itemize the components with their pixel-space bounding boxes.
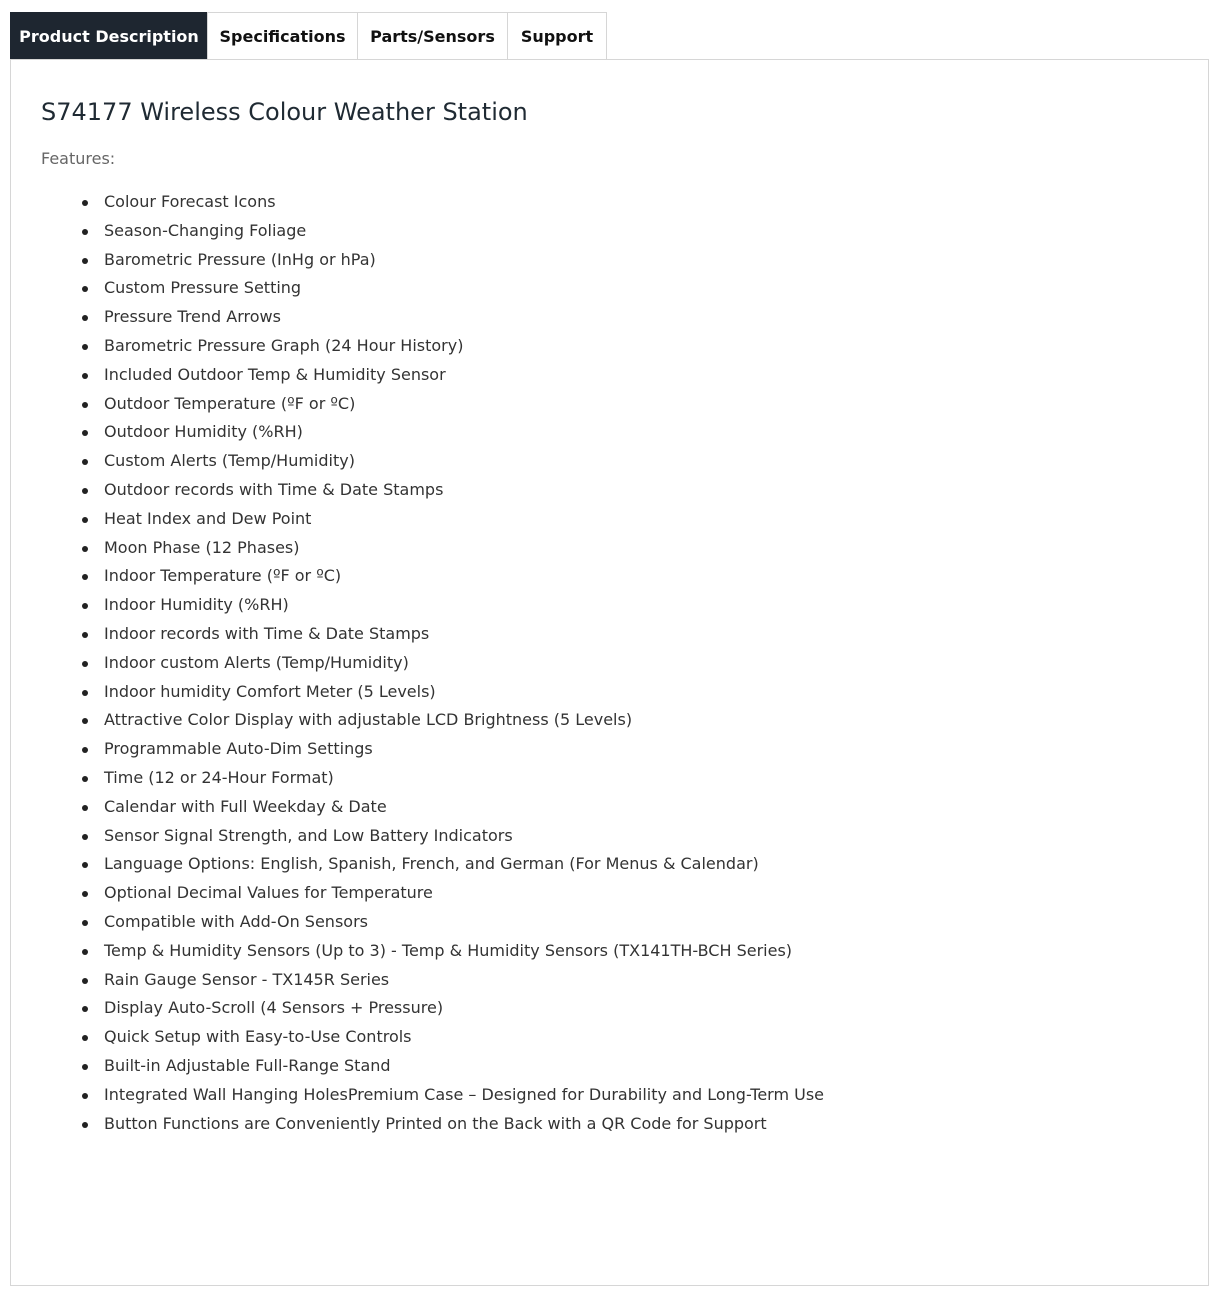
bullet-icon <box>82 546 88 552</box>
bullet-icon <box>82 805 88 811</box>
feature-item <box>11 793 824 822</box>
feature-item <box>11 447 824 476</box>
feature-text: Heat Index and Dew Point <box>104 508 312 528</box>
feature-text: Outdoor Temperature (ºF or ºC) <box>104 393 356 413</box>
bullet-icon <box>82 632 88 638</box>
bullet-icon <box>82 690 88 696</box>
feature-text: Custom Alerts (Temp/Humidity) <box>104 451 355 471</box>
feature-text: Display Auto-Scroll (4 Sensors + Pressure) <box>104 998 444 1018</box>
features-list <box>11 188 824 1138</box>
feature-item <box>11 620 824 649</box>
bullet-icon <box>82 891 88 897</box>
feature-text: Sensor Signal Strength, and Low Battery Indicators <box>104 825 513 845</box>
feature-item <box>11 735 824 764</box>
bullet-icon <box>82 286 88 292</box>
tab-product-description[interactable]: Product Description <box>10 12 208 59</box>
feature-item <box>11 591 824 620</box>
feature-text: Indoor custom Alerts (Temp/Humidity) <box>104 652 409 672</box>
bullet-icon <box>82 488 88 494</box>
bullet-icon <box>82 229 88 235</box>
feature-item <box>11 678 824 707</box>
bullet-icon <box>82 1064 88 1070</box>
bullet-icon <box>82 718 88 724</box>
feature-item <box>11 908 824 937</box>
bullet-icon <box>82 834 88 840</box>
feature-item <box>11 649 824 678</box>
feature-item <box>11 332 824 361</box>
feature-item <box>11 274 824 303</box>
feature-item <box>11 706 824 735</box>
feature-item <box>11 1052 824 1081</box>
feature-text: Moon Phase (12 Phases) <box>104 537 300 557</box>
tab-specifications[interactable]: Specifications <box>207 12 358 59</box>
feature-item <box>11 937 824 966</box>
feature-text: Outdoor Humidity (%RH) <box>104 422 303 442</box>
feature-text: Included Outdoor Temp & Humidity Sensor <box>104 364 446 384</box>
bullet-icon <box>82 1006 88 1012</box>
feature-text: Indoor Humidity (%RH) <box>104 595 289 615</box>
feature-item <box>11 1110 824 1139</box>
feature-text: Rain Gauge Sensor - TX145R Series <box>104 969 390 989</box>
feature-item <box>11 534 824 563</box>
bullet-icon <box>82 574 88 580</box>
feature-text: Season-Changing Foliage <box>104 220 307 240</box>
feature-item <box>11 390 824 419</box>
feature-item <box>11 822 824 851</box>
bullet-icon <box>82 862 88 868</box>
features-label: Features: <box>41 149 116 168</box>
bullet-icon <box>82 920 88 926</box>
feature-item <box>11 476 824 505</box>
bullet-icon <box>82 344 88 350</box>
feature-text: Pressure Trend Arrows <box>104 307 281 327</box>
bullet-icon <box>82 517 88 523</box>
feature-text: Outdoor records with Time & Date Stamps <box>104 479 444 499</box>
feature-item <box>11 246 824 275</box>
bullet-icon <box>82 776 88 782</box>
bullet-icon <box>82 258 88 264</box>
feature-text: Custom Pressure Setting <box>104 278 302 298</box>
bullet-icon <box>82 430 88 436</box>
feature-text: Indoor Temperature (ºF or ºC) <box>104 566 342 586</box>
feature-text: Language Options: English, Spanish, French, and German (For Menus & Calendar) <box>104 854 759 874</box>
feature-text: Button Functions are Conveniently Printed on the Back with a QR Code for Support <box>104 1113 767 1133</box>
feature-item <box>11 505 824 534</box>
feature-text: Time (12 or 24-Hour Format) <box>104 767 334 787</box>
feature-item <box>11 1081 824 1110</box>
feature-text: Compatible with Add-On Sensors <box>104 911 368 931</box>
feature-item <box>11 850 824 879</box>
bullet-icon <box>82 661 88 667</box>
feature-item <box>11 303 824 332</box>
tab-parts-sensors[interactable]: Parts/Sensors <box>357 12 508 59</box>
bullet-icon <box>82 1035 88 1041</box>
bullet-icon <box>82 949 88 955</box>
bullet-icon <box>82 1093 88 1099</box>
feature-item <box>11 879 824 908</box>
feature-item <box>11 562 824 591</box>
bullet-icon <box>82 315 88 321</box>
feature-item <box>11 994 824 1023</box>
tab-support[interactable]: Support <box>507 12 607 59</box>
feature-item <box>11 966 824 995</box>
feature-text: Quick Setup with Easy-to-Use Controls <box>104 1027 412 1047</box>
feature-item <box>11 418 824 447</box>
bullet-icon <box>82 459 88 465</box>
feature-item <box>11 361 824 390</box>
feature-text: Attractive Color Display with adjustable LCD Brightness (5 Levels) <box>104 710 633 730</box>
bullet-icon <box>82 373 88 379</box>
feature-text: Colour Forecast Icons <box>104 192 276 211</box>
feature-text: Integrated Wall Hanging HolesPremium Case – Designed for Durability and Long-Term Use <box>104 1084 825 1104</box>
feature-text: Calendar with Full Weekday & Date <box>104 796 387 816</box>
feature-text: Built-in Adjustable Full-Range Stand <box>104 1055 391 1075</box>
feature-item <box>11 188 824 217</box>
feature-text: Barometric Pressure (InHg or hPa) <box>104 249 376 269</box>
bullet-icon <box>82 200 88 206</box>
bullet-icon <box>82 978 88 984</box>
bullet-icon <box>82 747 88 753</box>
feature-item <box>11 1023 824 1052</box>
feature-item <box>11 217 824 246</box>
feature-text: Optional Decimal Values for Temperature <box>104 883 433 903</box>
bullet-icon <box>82 402 88 408</box>
feature-text: Temp & Humidity Sensors (Up to 3) - Temp & Humidity Sensors (TX141TH-BCH Series) <box>104 940 793 960</box>
feature-text: Indoor humidity Comfort Meter (5 Levels) <box>104 681 436 701</box>
feature-text: Programmable Auto-Dim Settings <box>104 739 373 759</box>
feature-text: Barometric Pressure Graph (24 Hour History) <box>104 335 464 355</box>
tab-panel-product-description <box>10 59 1209 1286</box>
feature-text: Indoor records with Time & Date Stamps <box>104 623 430 643</box>
feature-item <box>11 764 824 793</box>
bullet-icon <box>82 603 88 609</box>
bullet-icon <box>82 1122 88 1128</box>
product-tabs <box>10 12 606 59</box>
product-title: S74177 Wireless Colour Weather Station <box>41 98 528 126</box>
